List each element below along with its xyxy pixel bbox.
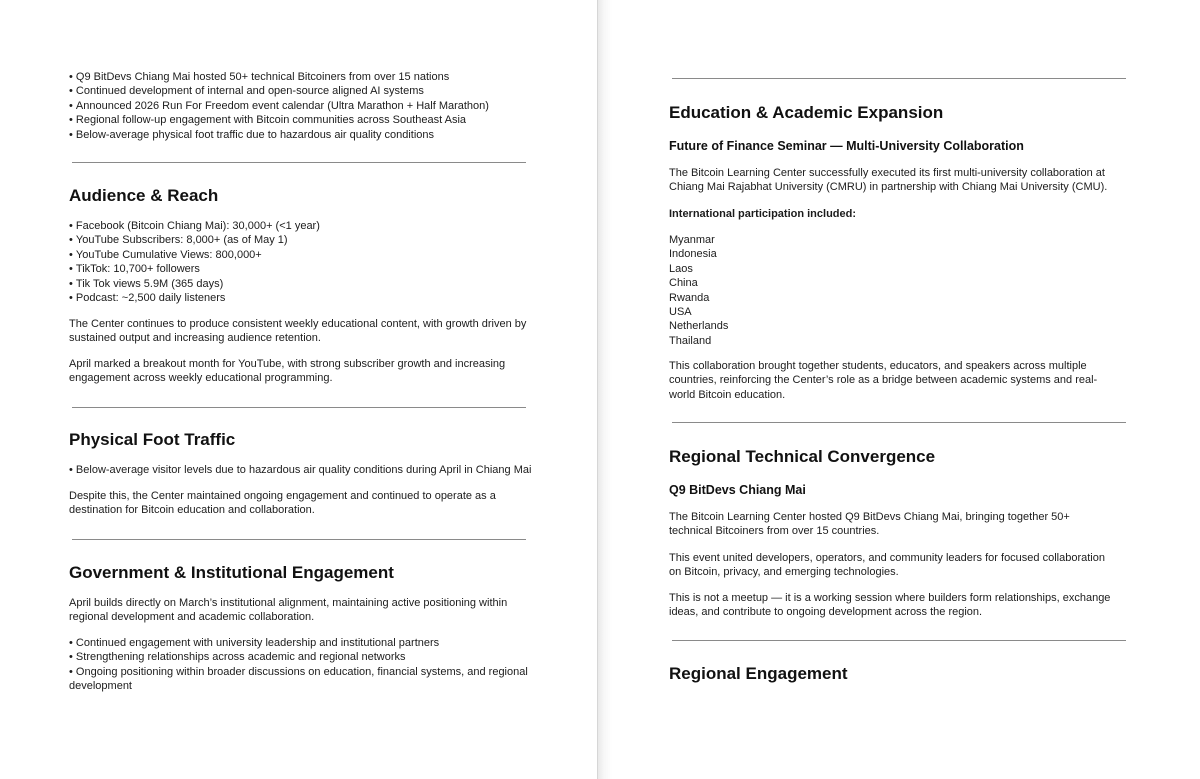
audience-heading: Audience & Reach [69,186,219,205]
list-item: Thailand [669,334,712,347]
section-divider [72,407,526,408]
foot-traffic-paragraph: Despite this, the Center maintained ongoing engagement and continued to operate as a destination for Bitcoin education and collaboration. [69,490,496,517]
list-item: Rwanda [669,291,710,304]
convergence-heading: Regional Technical Convergence [669,447,936,466]
international-label: International participation included: [669,208,857,220]
list-item: • TikTok: 10,700+ followers [69,262,320,276]
list-item: • Facebook (Bitcoin Chiang Mai): 30,000+ (<1 year) [69,219,320,233]
list-item: • YouTube Cumulative Views: 800,000+ [69,248,320,262]
list-item-text: Ongoing positioning within broader discussions on education, financial systems, and regional development [69,666,528,693]
regional-engagement-heading: Regional Engagement [669,664,848,683]
convergence-paragraph: The Bitcoin Learning Center hosted Q9 BitDevs Chiang Mai, bringing together 50+ technical Bitcoiners from over 15 countries. [669,511,1070,538]
list-item: • YouTube Subscribers: 8,000+ (as of May 1) [69,233,320,247]
convergence-subheading: Q9 BitDevs Chiang Mai [669,483,806,497]
list-item: Laos [669,262,693,275]
foot-traffic-heading: Physical Foot Traffic [69,430,236,449]
foot-traffic-bullet-list [69,463,531,477]
right-page [598,0,1200,779]
list-item: • Strengthening relationships across academic and regional networks [69,650,439,664]
section-divider [672,640,1126,641]
government-heading: Government & Institutional Engagement [69,563,394,582]
list-item: Myanmar [669,234,715,246]
list-item: USA [669,306,692,319]
list-item: • Regional follow-up engagement with Bitcoin communities across Southeast Asia [69,113,489,127]
government-bullet-list [69,636,439,665]
education-heading: Education & Academic Expansion [669,103,944,122]
list-item: • Continued development of internal and open-source aligned AI systems [69,84,489,98]
list-item: • Announced 2026 Run For Freedom event calendar (Ultra Marathon + Half Marathon) [69,99,489,113]
section-divider [672,78,1126,79]
list-item: • Ongoing positioning within broader discussions on education, financial systems, and regional development [69,666,528,693]
list-item: • Q9 BitDevs Chiang Mai hosted 50+ technical Bitcoiners from over 15 nations [69,70,489,84]
education-subheading: Future of Finance Seminar — Multi-University Collaboration [669,139,1024,153]
education-closing-paragraph: This collaboration brought together students, educators, and speakers across multiple countries, reinforcing the Center’s role as a bridge between academic systems and real-world Bitcoin education. [669,360,1098,401]
list-item: • Podcast: ~2,500 daily listeners [69,291,320,305]
list-item: • Continued engagement with university leadership and institutional partners [69,636,439,650]
government-paragraph: April builds directly on March’s institutional alignment, maintaining active positioning within regional development and academic collaboration. [69,597,508,624]
convergence-paragraph: This is not a meetup — it is a working session where builders form relationships, exchange ideas, and contribute to ongoing development across the region. [669,592,1111,619]
country-list [669,233,728,348]
intro-bullet-list [69,70,489,142]
list-item: Netherlands [669,320,729,333]
section-divider [72,539,526,540]
list-item: China [669,277,698,290]
audience-paragraph: The Center continues to produce consistent weekly educational content, with growth driven by sustained output and increasing audience retention. [69,318,527,345]
audience-bullet-list [69,219,320,305]
section-divider [72,162,526,163]
list-item: Indonesia [669,248,717,261]
audience-paragraph: April marked a breakout month for YouTube, with strong subscriber growth and increasing engagement across weekly educational programming. [69,358,506,385]
education-paragraph: The Bitcoin Learning Center successfully executed its first multi-university collaboration at Chiang Mai Rajabhat University (CMRU) in partnership with Chiang Mai University (CMU). [669,167,1108,194]
list-item: • Below-average visitor levels due to hazardous air quality conditions during April in Chiang Mai [69,463,531,477]
list-item: • Tik Tok views 5.9M (365 days) [69,277,320,291]
left-page [0,0,597,779]
section-divider [672,422,1126,423]
convergence-paragraph: This event united developers, operators, and community leaders for focused collaboration on Bitcoin, privacy, and emerging technologies. [669,552,1105,579]
list-item: • Below-average physical foot traffic due to hazardous air quality conditions [69,128,489,142]
